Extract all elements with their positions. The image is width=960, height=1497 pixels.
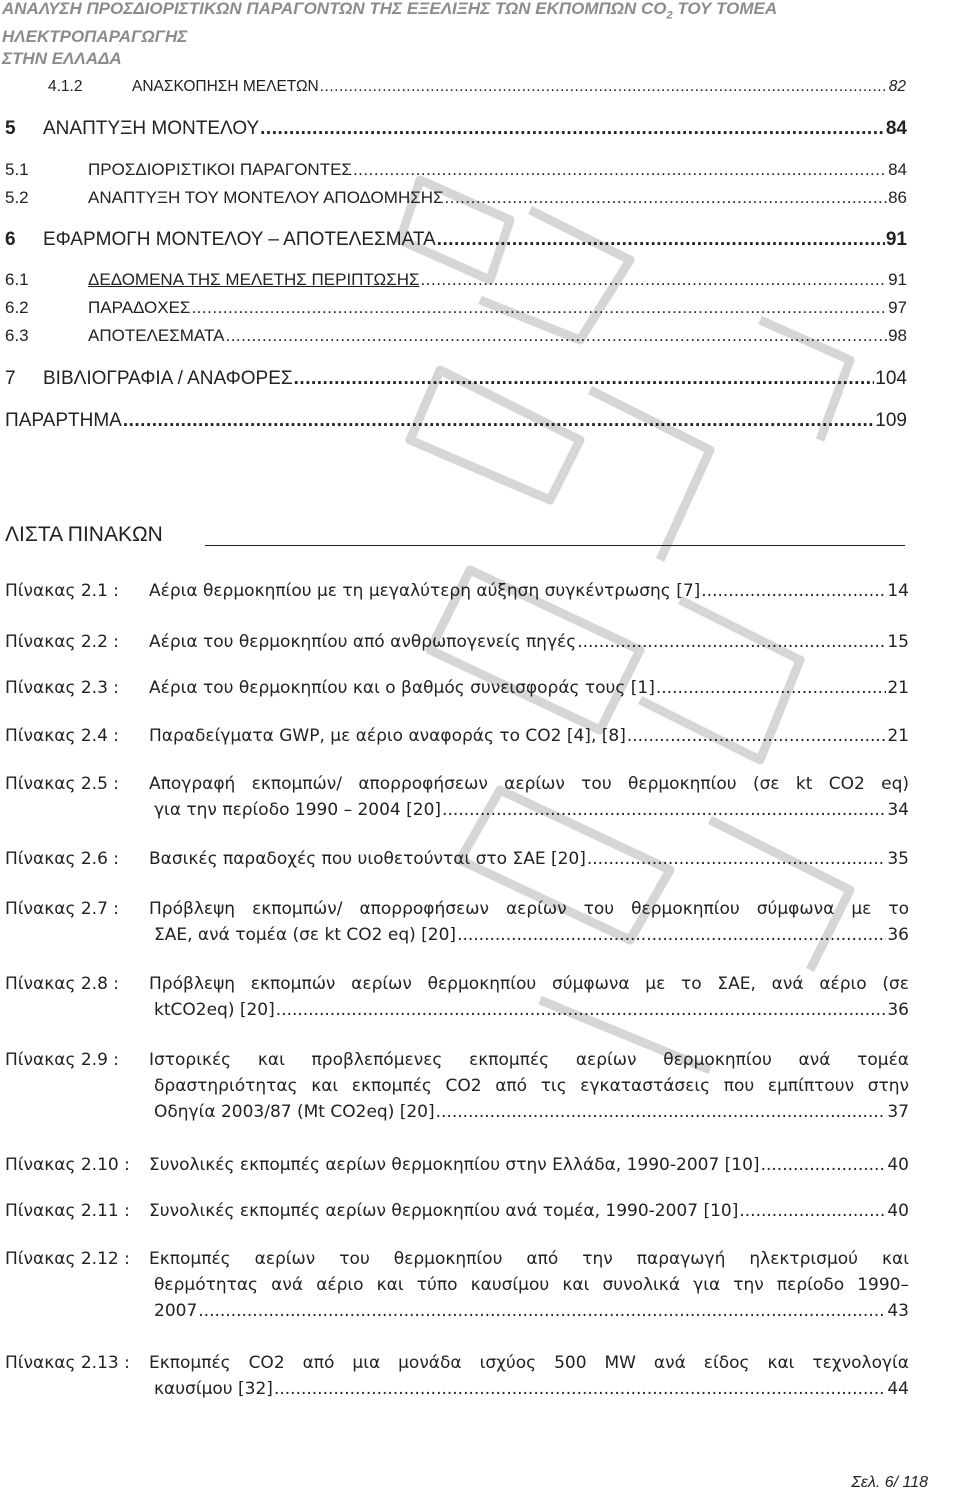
table-entry[interactable]: Πίνακας 2.8 : Πρόβλεψη εκπομπών αερίων θερμοκηπίου σύμφωνα με το ΣΑΕ, ανά αέριο (σε ktCO2eq) [20] ..... 36 [5, 971, 909, 1023]
table-entry[interactable]: Πίνακας 2.5 : Απογραφή εκπομπών/ απορροφήσεων αερίων του θερμοκηπίου (σε kt CO2 eq) για την περίοδο 1990 – 2004 [20] ..... 34 [5, 771, 909, 823]
page-number: Σελ. 6/ 118 [851, 1474, 928, 1491]
table-entry[interactable]: Πίνακας 2.7 : Πρόβλεψη εκπομπών/ απορροφήσεων αερίων του θερμοκηπίου σύμφωνα με το ΣΑΕ, ανά τομέα (σε kt CO2 eq) [20] ..... 36 [5, 896, 909, 948]
toc-entry[interactable]: 7 ΒΙΒΛΙΟΓΡΑΦΙΑ / ΑΝΑΦΟΡΕΣ ..... 104 [5, 368, 907, 390]
toc-entry[interactable]: 5.2 ΑΝΑΠΤΥΞΗ ΤΟΥ ΜΟΝΤΕΛΟΥ ΑΠΟΔΟΜΗΣΗΣ ..... 86 [5, 188, 907, 208]
table-entry[interactable]: Πίνακας 2.2 : Αέρια του θερμοκηπίου από ανθρωπογενείς πηγές ..... 15 [5, 629, 909, 655]
header-line-1: ΑΝΑΛΥΣΗ ΠΡΟΣΔΙΟΡΙΣΤΙΚΩΝ ΠΑΡΑΓΟΝΤΩΝ ΤΗΣ ΕΞΕΛΙΞΗΣ ΤΩΝ ΕΚΠΟΜΠΩΝ $CO_2$ ΤΟΥ ΤΟΜΕΑ ΗΛΕΚΤΡΟΠΑΡΑΓΩΓΗΣ [2, 0, 777, 47]
header-line-2: ΣΤΗΝ ΕΛΛΑΔΑ [2, 49, 122, 69]
toc-entry[interactable]: 6.1 ΔΕΔΟΜΕΝΑ ΤΗΣ ΜΕΛΕΤΗΣ ΠΕΡΙΠΤΩΣΗΣ ..... 91 [5, 270, 907, 290]
table-entry[interactable]: Πίνακας 2.4 : Παραδείγματα GWP, με αέριο αναφοράς το CO2 [4], [8] ..... 21 [5, 723, 909, 749]
toc-entry[interactable]: 6 ΕΦΑΡΜΟΓΗ ΜΟΝΤΕΛΟΥ – ΑΠΟΤΕΛΕΣΜΑΤΑ ..... 91 [5, 229, 907, 251]
table-entry[interactable]: Πίνακας 2.11 : Συνολικές εκπομπές αερίων θερμοκηπίου ανά τομέα, 1990-2007 [10] ..... 40 [5, 1198, 909, 1224]
table-entry[interactable]: Πίνακας 2.10 : Συνολικές εκπομπές αερίων θερμοκηπίου στην Ελλάδα, 1990-2007 [10] ..... 40 [5, 1152, 909, 1178]
toc-entry[interactable]: 5 ΑΝΑΠΤΥΞΗ ΜΟΝΤΕΛΟΥ ..... 84 [5, 118, 907, 140]
table-entry[interactable]: Πίνακας 2.6 : Βασικές παραδοχές που υιοθετούνται στο ΣΑΕ [20] ..... 35 [5, 846, 909, 872]
toc-entry[interactable]: 6.2 ΠΑΡΑΔΟΧΕΣ ..... 97 [5, 298, 907, 318]
table-entry[interactable]: Πίνακας 2.1 : Αέρια θερμοκηπίου με τη μεγαλύτερη αύξηση συγκέντρωσης [7] ..... 14 [5, 578, 909, 604]
toc-entry[interactable]: 5.1 ΠΡΟΣΔΙΟΡΙΣΤΙΚΟΙ ΠΑΡΑΓΟΝΤΕΣ ..... 84 [5, 160, 907, 180]
table-entry[interactable]: Πίνακας 2.9 : Ιστορικές και προβλεπόμενες εκπομπές αερίων θερμοκηπίου ανά τομέα δραστηριότητας και εκπομπές CO2 από τις εγκαταστάσεις που εμπίπτουν στην Οδηγία 2003/87 (Mt CO2eq) [20] ..... 37 [5, 1047, 909, 1125]
table-entry[interactable]: Πίνακας 2.3 : Αέρια του θερμοκηπίου και ο βαθμός συνεισφοράς τους [1] ..... 21 [5, 675, 909, 701]
page-header [2, 0, 952, 70]
title-underline [205, 545, 905, 546]
toc-entry[interactable]: 4.1.2 ΑΝΑΣΚΟΠΗΣΗ ΜΕΛΕΤΩΝ ..... 82 [48, 78, 906, 96]
toc-entry[interactable]: ΠΑΡΑΡΤΗΜΑ ..... 109 [5, 410, 907, 432]
toc-entry[interactable]: 6.3 ΑΠΟΤΕΛΕΣΜΑΤΑ ..... 98 [5, 326, 907, 346]
table-entry[interactable]: Πίνακας 2.13 : Εκπομπές CO2 από μια μονάδα ισχύος 500 MW ανά είδος και τεχνολογία καυσίμου [32] ..... 44 [5, 1350, 909, 1402]
list-of-tables-title: ΛΙΣΤΑ ΠΙΝΑΚΩΝ [5, 523, 163, 546]
table-entry[interactable]: Πίνακας 2.12 : Εκπομπές αερίων του θερμοκηπίου από την παραγωγή ηλεκτρισμού και θερμότητας ανά αέριο και τύπο καυσίμου και συνολικά για την περίοδο 1990– 2007 ..... 43 [5, 1246, 909, 1324]
